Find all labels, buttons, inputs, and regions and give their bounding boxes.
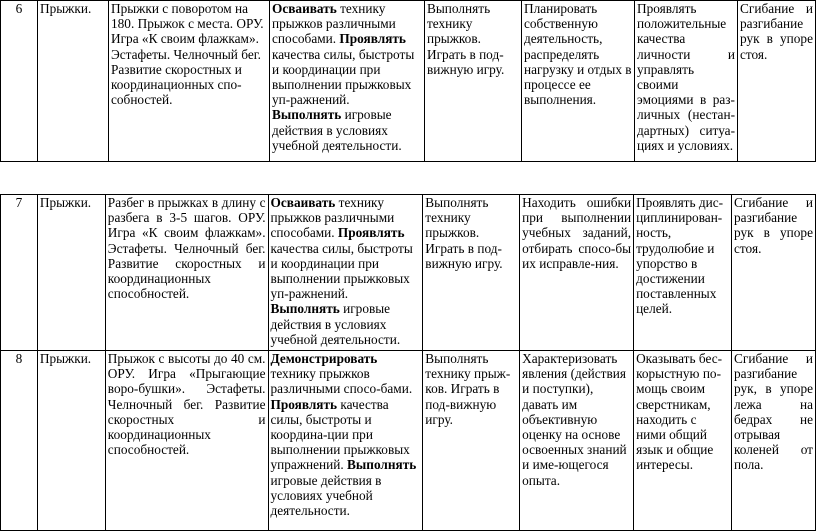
lesson-activity: Демонстрировать технику прыжков различными спосо-бами. Проявлять качества силы, быстроты и координа-ции при выполнении прыжковых упражнений. Выполнять игровые действия в условиях учебной деятельности. bbox=[268, 351, 423, 531]
lesson-content: Прыжки с поворотом на 180. Прыжок с места. ОРУ. Игра «К своим флажкам». Эстафеты. Челночный бег. Развитие скоростных и координационных спо-собностей. bbox=[109, 1, 270, 162]
lesson-number: 6 bbox=[1, 1, 38, 162]
lesson-content: Разбег в прыжках в длину с разбега в 3-5 шагов. ОРУ. Игра «К своим флажкам». Эстафеты. Челночный бег. Развитие скоростных и координационных способностей. bbox=[105, 195, 268, 351]
lesson-table-top bbox=[0, 0, 816, 162]
table-row bbox=[1, 195, 816, 351]
subject-results: Выполнять технику прыжков. Играть в под-вижную игру. bbox=[423, 195, 520, 351]
lesson-activity: Осваивать технику прыжков различными способами. Проявлять качества силы, быстроты и координации при выполнении прыжковых уп-ражнений. Выполнять игровые действия в условиях учебной деятельности. bbox=[270, 1, 425, 162]
lesson-topic: Прыжки. bbox=[37, 195, 105, 351]
lesson-number: 8 bbox=[1, 351, 38, 531]
subject-results: Выполнять технику прыж-ков. Играть в под-вижную игру. bbox=[423, 351, 520, 531]
meta-results: Планировать собственную деятельность, распределять нагрузку и отдых в процессе ее выполнения. bbox=[522, 1, 635, 162]
lesson-activity: Осваивать технику прыжков различными способами. Проявлять качества силы, быстроты и координации при выполнении прыжковых уп-ражнений. Выполнять игровые действия в условиях учебной деятельности. bbox=[268, 195, 423, 351]
personal-results: Оказывать бес-корыстную по-мощь своим сверстникам, находить с ними общий язык и общие интересы. bbox=[634, 351, 732, 531]
lesson-topic: Прыжки. bbox=[37, 351, 105, 531]
meta-results: Характеризовать явления (действия и поступки), давать им объективную оценку на основе освоенных знаний и име-ющегося опыта. bbox=[520, 351, 634, 531]
lesson-content: Прыжок с высоты до 40 см. ОРУ. Игра «Прыгающие воро-бушки». Эстафеты. Челночный бег. Развитие скоростных и координационных способностей. bbox=[105, 351, 268, 531]
meta-results: Находить ошибки при выполнении учебных заданий, отбирать спосо-бы их исправле-ния. bbox=[520, 195, 634, 351]
table-row bbox=[1, 1, 816, 162]
ud-exercise: Сгибание и разгибание рук в упоре стоя. bbox=[732, 195, 816, 351]
personal-results: Проявлять положительные качества личности и управлять своими эмоциями в раз-личных (нестан-дартных) ситуа-циях и условиях. bbox=[635, 1, 738, 162]
personal-results: Проявлять дис-циплинирован-ность, трудолюбие и упорство в достижении поставленных целей. bbox=[634, 195, 732, 351]
subject-results: Выполнять технику прыжков. Играть в под-вижную игру. bbox=[425, 1, 522, 162]
ud-exercise: Сгибание и разгибание рук, в упоре лежа на бедрах не отрывая коленей от пола. bbox=[732, 351, 816, 531]
lesson-number: 7 bbox=[1, 195, 38, 351]
table-row bbox=[1, 351, 816, 531]
lesson-topic: Прыжки. bbox=[38, 1, 109, 162]
lesson-table-bottom bbox=[0, 194, 816, 531]
ud-exercise: Сгибание и разгибание рук в упоре стоя. bbox=[738, 1, 816, 162]
